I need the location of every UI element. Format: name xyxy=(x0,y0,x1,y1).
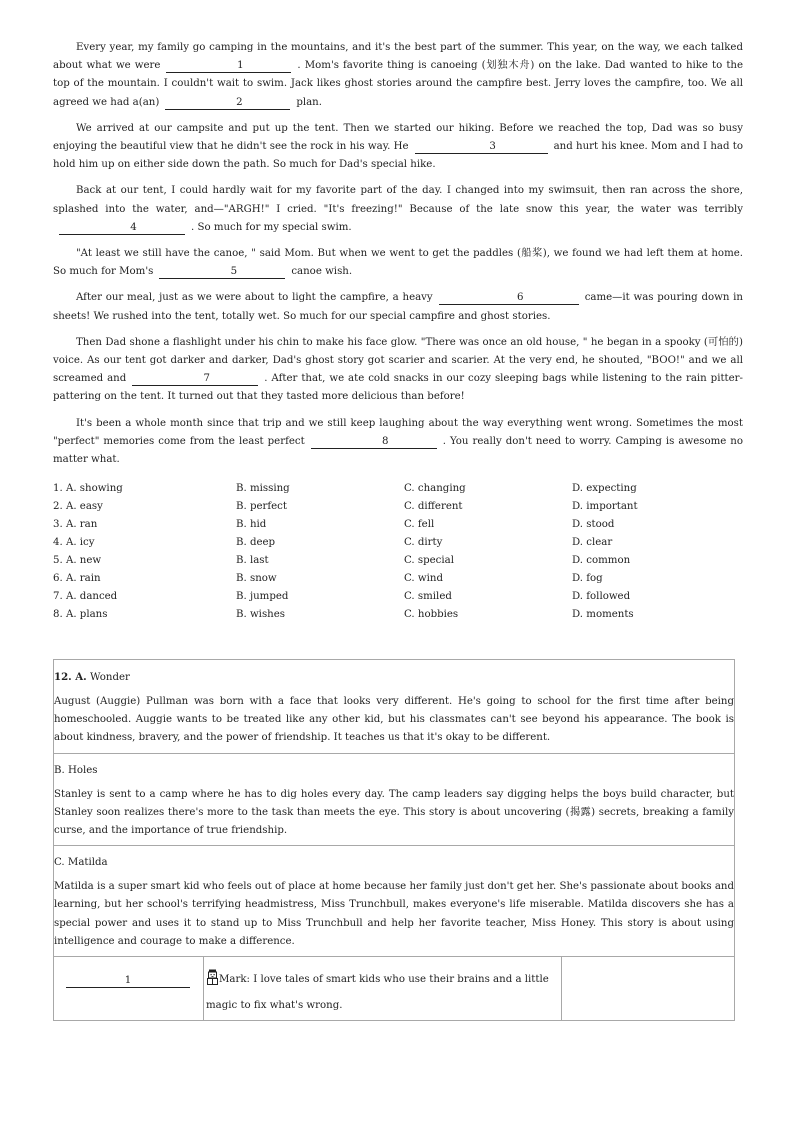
option-choice[interactable]: 2. A. easy xyxy=(53,501,103,512)
passage-text: After our meal, just as we were about to light the campfire, a heavy xyxy=(76,292,433,304)
option-choice[interactable]: C. wind xyxy=(404,573,443,584)
option-row xyxy=(53,606,743,624)
answer-blank-1[interactable]: 1 xyxy=(66,975,190,988)
passage-text: Every year, my family go camping in the mountains, and it's the best part of the summer. This year, on the way, we each talked about what we were xyxy=(53,42,743,72)
option-choice[interactable]: C. fell xyxy=(404,519,435,530)
option-choice[interactable]: C. dirty xyxy=(404,537,443,548)
book-b-section xyxy=(54,754,734,847)
answer-blank-5[interactable]: 5 xyxy=(159,266,285,279)
answer-blank-6[interactable]: 6 xyxy=(439,292,579,305)
book-a-title xyxy=(54,668,734,687)
passage-paragraph xyxy=(53,289,743,325)
passage-text: We arrived at our campsite and put up the tent. Then we started our hiking. Before we reached the top, Dad was so busy enjoying the beautiful view that he didn't see the rock in his way. He xyxy=(53,122,743,153)
option-choice[interactable]: C. special xyxy=(404,555,454,566)
passage-text: . You really don't need to worry. Camping is awesome no matter what. xyxy=(53,435,743,466)
option-row xyxy=(53,480,743,498)
option-choice[interactable]: C. different xyxy=(404,501,463,512)
book-a-name: Wonder xyxy=(86,672,130,683)
passage-paragraph xyxy=(53,182,743,237)
option-choice[interactable]: 8. A. plans xyxy=(53,609,108,620)
option-choice[interactable]: D. expecting xyxy=(572,483,637,494)
option-choice[interactable]: C. hobbies xyxy=(404,609,459,620)
option-row xyxy=(53,552,743,570)
option-choice[interactable]: 7. A. danced xyxy=(53,591,118,602)
option-row xyxy=(53,534,743,552)
passage-paragraph xyxy=(53,334,743,407)
passage-text: and hurt his knee. Mom and I had to hold him up on either side down the path. So much for Dad's special hike. xyxy=(53,141,743,171)
answer-blank-7[interactable]: 7 xyxy=(132,373,258,386)
passage-paragraph xyxy=(53,245,743,281)
option-choice[interactable]: D. fog xyxy=(572,573,603,584)
book-a-section xyxy=(54,660,734,754)
option-choice[interactable]: D. stood xyxy=(572,519,615,530)
option-choice[interactable]: B. perfect xyxy=(236,501,287,512)
passage-text: came—it was pouring down in sheets! We rushed into the tent, totally wet. So much for our special campfire and ghost stories. xyxy=(53,292,743,322)
option-choice[interactable]: D. common xyxy=(572,555,631,566)
option-choice[interactable]: D. moments xyxy=(572,609,634,620)
passage-text: . After that, we ate cold snacks in our cozy sleeping bags while listening to the rain pitter-pattering on the tent. It turned out that they tasted more delicious than before! xyxy=(53,373,743,403)
option-choice[interactable]: C. smiled xyxy=(404,591,452,602)
match-answer-cell xyxy=(54,957,204,1020)
book-c-title: C. Matilda xyxy=(54,857,108,869)
answer-blank-2[interactable]: 2 xyxy=(165,97,290,110)
option-choice[interactable]: B. missing xyxy=(236,483,290,494)
person-icon xyxy=(206,969,219,985)
answer-blank-4[interactable]: 4 xyxy=(59,222,185,235)
option-choice[interactable]: B. snow xyxy=(236,573,277,584)
book-c-description: Matilda is a super smart kid who feels out of place at home because her family just don't get her. She's passionate about books and learning, but her school's terrifying headmistress, Miss Trunchbull, makes everyone's life miserable. Matilda discovers she has a special power and uses it to stand up to Miss Trunchbull and help her favorite teacher, Miss Honey. This story is about using intelligence and courage to make a difference. xyxy=(54,881,734,947)
option-row xyxy=(53,588,743,606)
answer-blank-1[interactable]: 1 xyxy=(166,60,291,73)
option-choice[interactable]: B. wishes xyxy=(236,609,285,620)
option-row xyxy=(53,498,743,516)
option-choice[interactable]: D. clear xyxy=(572,537,613,548)
answer-blank-8[interactable]: 8 xyxy=(311,436,437,449)
passage-text: . Mom's favorite thing is canoeing (划独木舟) on the lake. Dad wanted to hike to the top of the mountain. I couldn't wait to swim. Jack likes ghost stories around the campfire best. Jerry loves the campfire, too. We all agreed we had a(an) xyxy=(53,60,743,108)
match-statement-cell xyxy=(204,957,562,1020)
mark-statement: Mark: I love tales of smart kids who use their brains and a little magic to fix what's wrong. xyxy=(206,974,549,1012)
passage-text: . So much for my special swim. xyxy=(191,221,352,233)
option-choice[interactable]: C. changing xyxy=(404,483,466,494)
option-choice[interactable]: 1. A. showing xyxy=(53,483,123,494)
option-choice[interactable]: B. jumped xyxy=(236,591,289,602)
passage-paragraph xyxy=(53,39,743,112)
option-choice[interactable]: 3. A. ran xyxy=(53,519,98,530)
option-choice[interactable]: B. hid xyxy=(236,519,267,530)
passage-text: plan. xyxy=(296,96,322,108)
option-choice[interactable]: D. important xyxy=(572,501,638,512)
book-a-description: August (Auggie) Pullman was born with a face that looks very different. He's going to school for the first time after being homeschooled. Auggie wants to be treated like any other kid, but his classmates can't see beyond his appearance. The book is about kindness, bravery, and the power of friendship. It teaches us that it's okay to be different. xyxy=(54,696,734,744)
options-list xyxy=(53,480,743,624)
passage-text: It's been a whole month since that trip and we still keep laughing about the way everything went wrong. Sometimes the most "perfect" memories come from the least perfect xyxy=(53,417,743,447)
passage-text: canoe wish. xyxy=(291,266,353,278)
option-choice[interactable]: 5. A. new xyxy=(53,555,102,566)
question-number: 12. A. xyxy=(54,671,87,683)
cloze-passage xyxy=(53,39,743,477)
book-b-description: Stanley is sent to a camp where he has to dig holes every day. The camp leaders say digging helps the boys build character, but Stanley soon realizes there's more to the task than meets the eye. This story is about uncovering (揭露) secrets, breaking a family curse, and the importance of true friendship. xyxy=(54,788,734,837)
option-row xyxy=(53,570,743,588)
passage-text: "At least we still have the canoe, " said Mom. But when we went to get the paddles (船桨), we found we had left them at home. So much for Mom's xyxy=(53,248,743,278)
option-choice[interactable]: B. deep xyxy=(236,537,276,548)
passage-text: Then Dad shone a flashlight under his chin to make his face glow. "There was once an old house, " he began in a spooky (可怕的) voice. As our tent got darker and darker, Dad's ghost story got scarier and scarier. At the very end, he shouted, "BOO!" and we all screamed and xyxy=(53,336,743,385)
answer-blank-3[interactable]: 3 xyxy=(415,141,548,154)
empty-cell xyxy=(562,957,734,1020)
books-table xyxy=(53,659,735,1021)
option-choice[interactable]: 6. A. rain xyxy=(53,573,101,584)
passage-paragraph xyxy=(53,120,743,175)
option-row xyxy=(53,516,743,534)
book-b-title: B. Holes xyxy=(54,764,98,776)
passage-text: Back at our tent, I could hardly wait for my favorite part of the day. I changed into my swimsuit, then ran across the shore, splashed into the water, and—"ARGH!" I cried. "It's freezing!" Because of the late snow this year, the water was terribly xyxy=(53,185,743,215)
option-choice[interactable]: 4. A. icy xyxy=(53,537,95,548)
match-row xyxy=(54,957,734,1020)
option-choice[interactable]: B. last xyxy=(236,555,269,566)
option-choice[interactable]: D. followed xyxy=(572,591,631,602)
passage-paragraph xyxy=(53,415,743,470)
book-c-section xyxy=(54,846,734,957)
